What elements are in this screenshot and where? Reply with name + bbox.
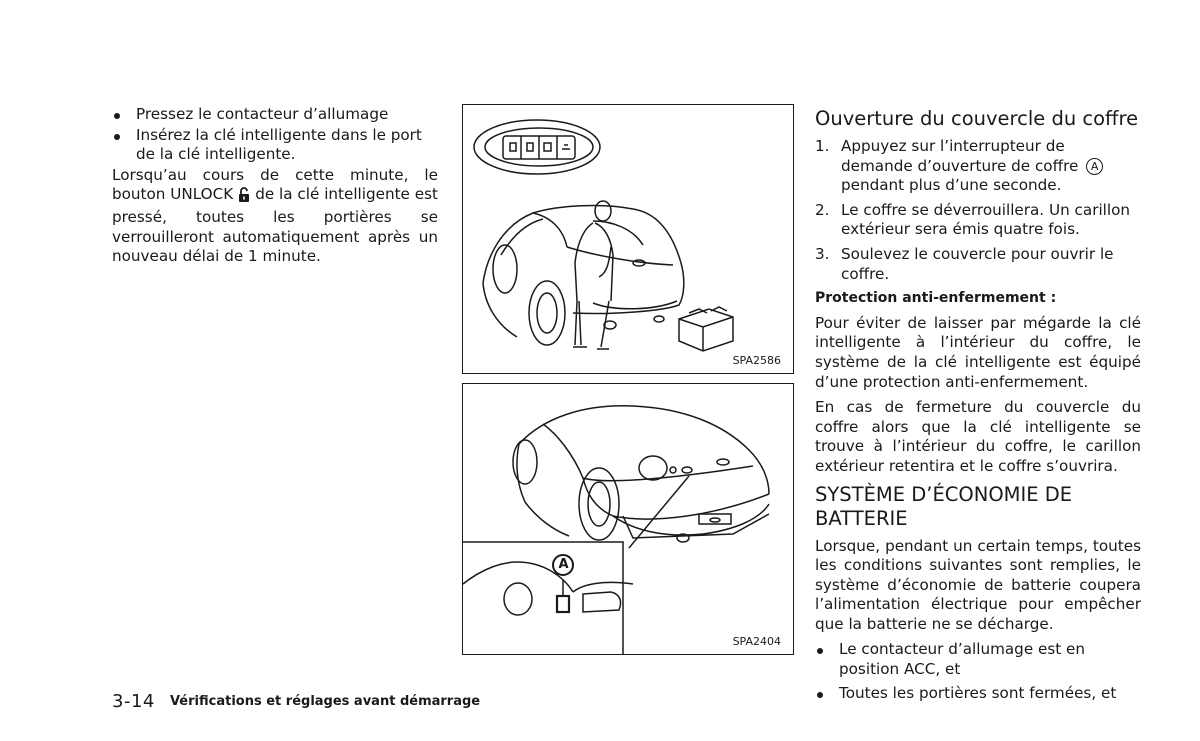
left-column xyxy=(112,105,438,273)
figure-trunk-switch xyxy=(462,383,794,655)
step-text: Le coffre se déverrouillera. Un carillon extérieur sera émis quatre fois. xyxy=(841,200,1131,239)
illustration-trunk-switch xyxy=(463,384,793,654)
step-number: 3. xyxy=(815,244,830,263)
section-heading: SYSTÈME D’ÉCONOMIE DE BATTERIE xyxy=(815,482,1073,530)
list-item xyxy=(815,201,1141,240)
marker-a-icon: A xyxy=(1086,158,1103,175)
paragraph: En cas de fermeture du couvercle du coffre alors que la clé intelligente se trouve à l’intérieur du coffre, le carillon extérieur retentira et le coffre s’ouvrira. xyxy=(815,398,1141,475)
page-footer xyxy=(112,691,480,712)
list-item xyxy=(815,245,1141,284)
figure-code: SPA2404 xyxy=(732,635,781,648)
subheading: Protection anti-enfermement : xyxy=(815,290,1057,307)
paragraph-text: Lorsqu’au cours de cette minute, le bouton UNLOCK xyxy=(112,165,438,204)
figure-key-and-trunk xyxy=(462,104,794,374)
list-item: Le contacteur d’allumage est en position ACC, et xyxy=(815,640,1141,679)
list-item xyxy=(815,137,1141,196)
list-item: Pressez le contacteur d’allumage xyxy=(112,105,438,125)
section-heading: Ouverture du couvercle du coffre xyxy=(815,107,1139,130)
lock-open-icon xyxy=(233,187,255,208)
paragraph: Pour éviter de laisser par mégarde la clé intelligente à l’intérieur du coffre, le système de la clé intelligente est équipé d’une protection anti-enfermement. xyxy=(815,313,1141,391)
list-item: Insérez la clé intelligente dans le port de la clé intelligente. xyxy=(112,126,438,165)
figure-code: SPA2586 xyxy=(732,354,781,367)
step-text: pendant plus d’une seconde. xyxy=(841,176,1062,195)
marker-a-label: A xyxy=(558,557,569,572)
illustration-person-opening-trunk xyxy=(463,105,793,373)
page-number: 3-14 xyxy=(112,691,155,712)
step-text: Appuyez sur l’interrupteur de demande d’ouverture de coffre xyxy=(841,137,1079,175)
step-number: 1. xyxy=(815,137,830,155)
right-column xyxy=(815,107,1141,704)
step-text: Soulevez le couvercle pour ouvrir le coffre. xyxy=(841,244,1114,283)
paragraph-text: de la clé intelligente est pressé, toutes les portières se verrouilleront automatiquement après un nouveau délai de 1 minute. xyxy=(112,185,438,266)
step-number: 2. xyxy=(815,200,830,219)
footer-section-title: Vérifications et réglages avant démarrage xyxy=(169,694,481,709)
unlock-paragraph xyxy=(112,166,438,267)
list-item: Toutes les portières sont fermées, et xyxy=(815,684,1141,704)
paragraph: Lorsque, pendant un certain temps, toutes les conditions suivantes sont remplies, le système d’économie de batterie coupera l’alimentation électrique pour empêcher que la batterie ne se décharge. xyxy=(815,536,1141,633)
